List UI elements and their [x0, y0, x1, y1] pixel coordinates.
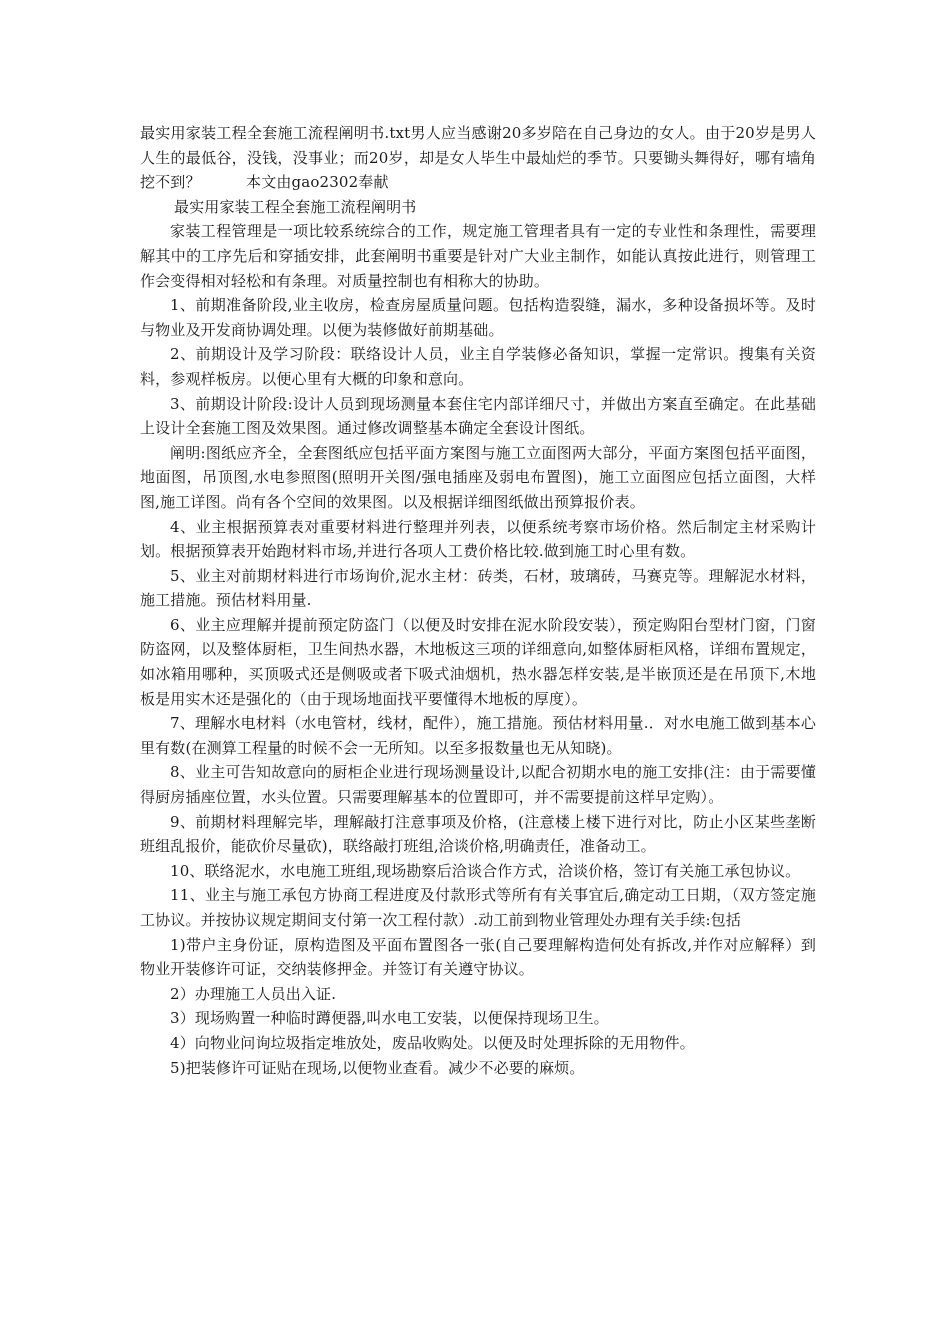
- list-item-1: 1)带户主身份证，原构造图及平面布置图各一张(自己要理解构造何处有拆改,并作对应解释）到物业开装修许可证，交纳装修押金。并签订有关遵守协议。: [140, 935, 816, 979]
- paragraph-step-5: 5、业主对前期材料进行市场询价,泥水主材：砖类，石材，玻璃砖，马赛克等。理解泥水材料，施工措施。预估材料用量.: [140, 566, 816, 610]
- paragraph-step-7: 7、理解水电材料（水电管材，线材，配件），施工措施。预估材料用量.．对水电施工做到基本心里有数(在测算工程量的时候不会一无所知。以至多报数量也无从知晓)。: [140, 714, 816, 757]
- paragraph-step-11: 11、业主与施工承包方协商工程进度及付款形式等所有有关事宜后,确定动工日期，（双方签定施工协议。并按协议规定期间支付第一次工程付款）.动工前到物业管理处办理有关手续:包括: [140, 886, 816, 929]
- document-page: [140, 121, 816, 1080]
- paragraph-step-1: 1、前期准备阶段,业主收房，检查房屋质量问题。包括构造裂缝，漏水，多种设备损坏等。及时与物业及开发商协调处理。以便为装修做好前期基础。: [140, 296, 816, 339]
- list-item-4: 4）向物业问询垃圾指定堆放处，废品收购处。以便及时处理拆除的无用物件。: [170, 1033, 695, 1052]
- paragraph-step-10: 10、联络泥水，水电施工班组,现场勘察后洽谈合作方式，洽谈价格，签订有关施工承包协议。: [170, 861, 801, 880]
- paragraph-step-6: 6、业主应理解并提前预定防盗门（以便及时安排在泥水阶段安装），预定购阳台型材门窗，门窗防盗网，以及整体厨柜，卫生间热水器，木地板这三项的详细意向,如整体厨柜风格，详细布置规定，如冰箱用哪种，买顶吸式还是侧吸或者下吸式油烟机，热水器怎样安装,是半嵌顶还是在吊顶下,木地板是用实木还是强化的（由于现场地面找平要懂得木地板的厚度）。: [140, 615, 816, 708]
- paragraph-note: 阐明:图纸应齐全，全套图纸应包括平面方案图与施工立面图两大部分，平面方案图包括平面图，地面图，吊顶图,水电参照图(照明开关图/强电插座及弱电布置图)，施工立面图应包括立面图，大样图,施工详图。尚有各个空间的效果图。以及根据详细图纸做出预算报价表。: [140, 443, 816, 511]
- paragraph-step-9: 9、前期材料理解完毕，理解敲打注意事项及价格，(注意楼上楼下进行对比，防止小区某些垄断班组乱报价，能砍价尽量砍)，联络敲打班组,洽谈价格,明确责任，准备动工。: [140, 812, 816, 856]
- paragraph-step-8: 8、业主可告知故意向的厨柜企业进行现场测量设计,以配合初期水电的施工安排(注：由于需要懂得厨房插座位置，水头位置。只需要理解基本的位置即可，并不需要提前这样早定购）。: [140, 763, 816, 807]
- list-item-5: 5)把装修许可证贴在现场,以便物业查看。减少不必要的麻烦。: [170, 1058, 585, 1077]
- paragraph-preface: 家装工程管理是一项比较系统综合的工作，规定施工管理者具有一定的专业性和条理性，需要理解其中的工序先后和穿插安排，此套阐明书重要是针对广大业主制作，如能认真按此进行，则管理工作会变得相对轻松和有条理。对质量控制也有相称大的协助。: [140, 222, 816, 290]
- document-title: 最实用家装工程全套施工流程阐明书: [174, 197, 417, 216]
- paragraph-step-2: 2、前期设计及学习阶段：联络设计人员，业主自学装修必备知识，掌握一定常识。搜集有关资料，参观样板房。以便心里有大概的印象和意向。: [140, 345, 816, 388]
- list-item-3: 3）现场购置一种临时蹲便器,叫水电工安装，以便保持现场卫生。: [170, 1009, 609, 1028]
- paragraph-step-4: 4、业主根据预算表对重要材料进行整理并列表，以便系统考察市场价格。然后制定主材采购计划。根据预算表开始跑材料市场,并进行各项人工费价格比较.做到施工时心里有数。: [140, 517, 816, 561]
- list-item-2: 2）办理施工人员出入证.: [170, 984, 337, 1003]
- paragraph-step-3: 3、前期设计阶段:设计人员到现场测量本套住宅内部详细尺寸，并做出方案直至确定。在此基础上设计全套施工图及效果图。通过修改调整基本确定全套设计图纸。: [140, 394, 816, 438]
- intro-paragraph: 最实用家装工程全套施工流程阐明书.txt男人应当感谢20多岁陪在自己身边的女人。由于20岁是男人人生的最低谷，没钱，没事业；而20岁，却是女人毕生中最灿烂的季节。只要锄头舞得好，哪有墙角挖不到？ 本文由gao2302奉献: [140, 124, 816, 192]
